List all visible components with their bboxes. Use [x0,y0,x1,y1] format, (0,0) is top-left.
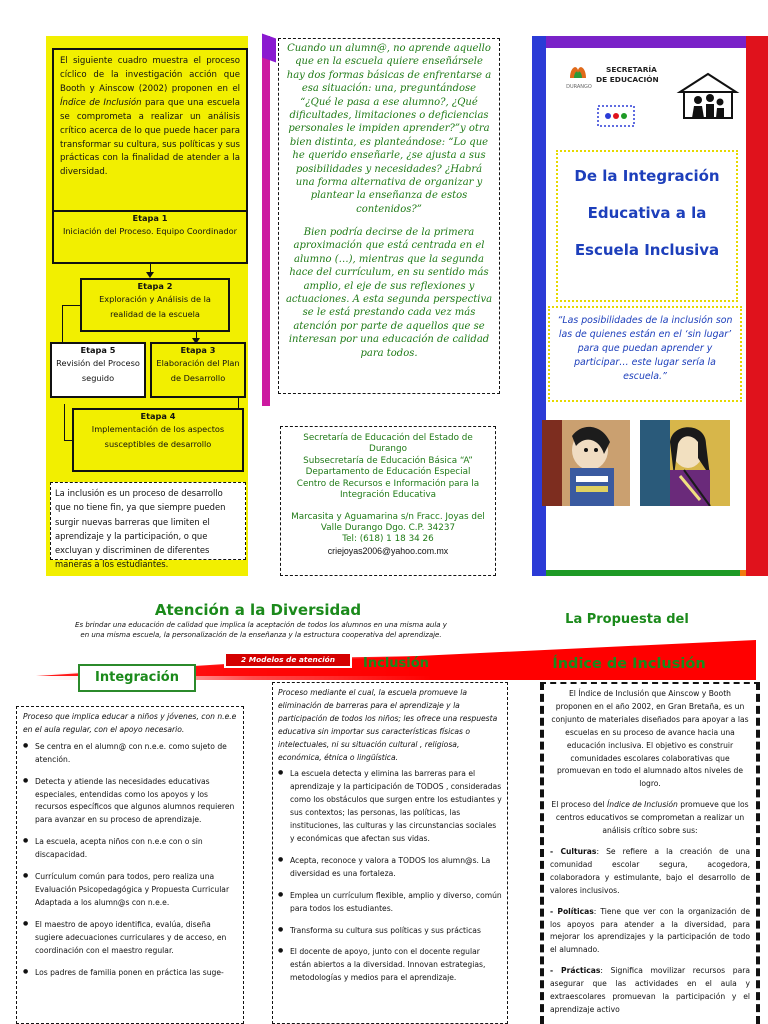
list-item: ● La escuela detecta y elimina las barreras para el aprendizaje y la participación de TODOS , consideradas como los obstáculos que surgen entre los estudiantes y sus contextos; las personas, las políticas, las instituciones, las culturas y las circunstancias sociales y económicas que afectan sus vidas. [278,768,502,845]
loop-line [64,440,72,441]
index-column [540,682,760,1024]
cover-title-line: Escuela Inclusiva [574,240,720,259]
stage-text: Iniciación del Proceso. Equipo Coordinador [62,225,238,236]
institution-line: Departamento de Educación Especial [305,467,471,478]
index-item-text: : Tiene que ver con la organización de los apoyos para atender a la diversidad, para mejorar los aprendizajes y la participación de todo el alumnado. [550,906,750,955]
index-item-practicas [550,965,750,1017]
index-item-term: - Culturas [550,846,597,856]
models-label: 2 Modelos de atención [224,652,352,668]
cover-title-line: De la Integración [574,167,720,185]
stage-title: Etapa 1 [132,213,168,223]
painting-image-2 [640,420,730,506]
institution-line: Subsecretaría de Educación Básica “A” [303,455,473,466]
loop-line [64,404,65,440]
stage-text: Implementación de los aspectos susceptibles de desarrollo [91,423,225,450]
stage-text: Elaboración del Plan de Desarrollo [156,357,240,384]
index-title: Índice de Inclusión [552,656,706,672]
leaf-logo-icon [566,62,590,84]
painting-image-1 [542,420,630,506]
list-item: ● Detecta y atiende las necesidades educativas especiales, entendidas como los apoyos y los recursos específicos que algunos alumnos requieren para avanzar en su proceso de aprendizaje. [23,776,237,828]
inclusion-title: Inclusión [363,656,429,671]
index-item-culturas [550,846,750,898]
list-item: ● Emplea un currículum flexible, amplio y diverso, común para todos los estudiantes. [278,890,502,916]
list-item: ● Se centra en el alumn@ con n.e.e. como sujeto de atención. [23,741,237,767]
proposal-title: La Propuesta del [565,612,689,627]
intro-text-part: El siguiente cuadro muestra el proceso cíclico de la investigación acción que Booth y Ainscow (2002) proponen en el [60,56,240,94]
reflection-text-box [278,38,500,394]
decorative-stripe [262,36,270,406]
list-item: ● La escuela, acepta niños con n.e.e con o sin discapacidad. [23,836,237,862]
stage-text: Revisión del Proceso seguido [56,357,140,384]
index-paragraph: El Índice de Inclusión que Ainscow y Booth proponen en el año 2002, en Gran Bretaña, es un conjunto de materiales diseñados para apoyar a las escuelas en su proceso de avance hacia una educación inclusiva. El objetivo es construir comunidades escolares colaborativas que promuevan en todo el alumnado altos niveles de logro. [551,689,749,789]
intro-text-part: para que una escuela se comprometa a realizar un análisis crítico acerca de lo que puede hacer para transformar su cultura, sus políticas y sus prácticas con la finalidad de atender a la diversidad. [60,97,240,178]
cover-border-red [746,36,768,576]
list-item: ● El docente de apoyo, junto con el docente regular están abiertos a la diversidad. Innovan estrategias, metodologías y medios para el aprendizaje. [278,946,502,985]
institution-line: Secretaría de Educación del Estado de Durango [303,433,473,455]
stage-4-box [72,408,244,472]
intro-text-emphasis: Índice de Inclusión [60,97,142,108]
cover-quote: “Las posibilidades de la inclusión son las de quienes están en el ‘sin lugar’ para que puedan aprender y participar… este lugar sería la escuela.” [548,306,742,402]
index-text-emphasis: Índice de Inclusión [607,800,678,810]
cover-title-line: Educativa a la [587,203,707,222]
contact-box [280,426,496,576]
index-paragraph [550,799,750,838]
list-item: ● Los padres de familia ponen en práctica las suge- [23,967,237,980]
list-item: ● El maestro de apoyo identifica, evalúa, diseña sugiere adecuaciones curriculares y de acceso, en coordinación con el maestro regular. [23,919,237,958]
stage-3-box [150,342,246,398]
list-item: ● Acepta, reconoce y valora a TODOS los alumn@s. La diversidad es una fortaleza. [278,855,502,881]
index-item-text: : Se refiere a la creación de una comunidad escolar segura, acogedora, colaboradora y estimulante, bajo el desarrollo de valores inclusivos. [550,846,750,895]
stage-text: Exploración y Análisis de la realidad de la escuela [99,293,211,320]
index-text: promueve que los centros educativos se comprometan a realizar un análisis crítico sobre sus: [555,800,749,836]
reflection-paragraph: Cuando un alumn@, no aprende aquello que en la escuela quiere enseñársele hay dos formas básicas de enfrentarse a esa situación: una, preguntándose “¿Qué le pasa a ese alumno?, ¿Qué dificultades, limitaciones o deficiencias personales le impiden aprender?”y otra bien distinta, es planteándose: “Lo que he querido enseñarle, ¿se ajusta a sus posibilidades y necesidades? ¿Habrá una forma alternativa de organizar y plantear la enseñanza de estos contenidos?” [286,43,492,215]
loop-line [62,305,63,342]
integration-intro: Proceso que implica educar a niños y jóvenes, con n.e.e en el aula regular, con el apoyo necesario. [23,712,237,734]
email-link[interactable]: criejoyas2006@yahoo.com.mx [327,545,449,556]
index-item-term: - Políticas [550,906,594,916]
diversity-title: Atención a la Diversidad [154,601,362,619]
stage-5-box [50,342,146,398]
phone-line: Tel: (618) 1 18 34 26 [342,534,434,545]
secretaria-logo [566,60,664,98]
list-item: ● Transforma su cultura sus políticas y sus prácticas [278,925,502,938]
decorative-stripe [262,33,276,62]
stage-title: Etapa 4 [140,411,176,421]
stage-title: Etapa 2 [137,281,173,291]
index-text: El proceso del [551,800,608,810]
loop-line [62,305,80,306]
school-house-icon [676,72,740,122]
integration-title: Integración [78,664,196,692]
index-item-text: : Significa movilizar recursos para asegurar que las actividades en el aula y extraescolares promuevan la participación y el aprendizaje activo [550,966,750,1014]
reflection-paragraph: Bien podría decirse de la primera aproximación que está centrada en el alumno (…), mientras que la segunda hace del currículum, en su sentido más amplio, el eje de sus reflexiones y actuaciones. A esta segunda perspectiva se le está prestando cada vez más atención por parte de aquellos que se interesan por una educación de calidad para todos. [285,227,493,359]
logo-state: DURANGO [566,84,592,90]
logo-line-2: DE EDUCACIÓN [596,75,659,84]
logo-line-1: SECRETARÍA [606,65,657,74]
stage-title: Etapa 3 [180,345,216,355]
address-line: Marcasita y Aguamarina s/n Fracc. Joyas del Valle Durango Dgo. C.P. 34237 [291,511,485,533]
dotted-emblem-icon [596,100,676,128]
cover-title [556,150,738,302]
index-item-term: - Prácticas [550,966,601,976]
inclusion-note: La inclusión es un proceso de desarrollo que no tiene fin, ya que siempre pueden surgir nuevas barreras que limiten el aprendizaje y la participación, o que excluyan y discriminen de diferentes maneras a los estudiantes. [50,482,246,560]
diversity-subtitle: Es brindar una educación de calidad que implica la aceptación de todos los alumnos en una misma aula y en una misma escuela, la personalización de la enseñanza y la estructura cooperativa del aprendizaje. [75,621,447,639]
list-item: ● Currículum común para todos, pero realiza una Evaluación Psicopedagógica y Propuesta Curricular Adaptada a los alumn@s con n.e.e. [23,871,237,910]
stage-2-box [80,278,230,332]
inclusion-column [272,682,508,1024]
cycle-intro-text [52,48,248,214]
institution-line: Centro de Recursos e Información para la Integración Educativa [296,478,480,501]
stage-1-box [52,210,248,264]
index-item-politicas [550,906,750,958]
inclusion-intro: Proceso mediante el cual, la escuela promueve la eliminación de barreras para el aprendizaje y la participación de todos los niños; les ofrece una respuesta educativa sin importar sus características físicas o intelectuales, ni su situación cultural , religiosa, económica, étnica o lingüística. [278,688,498,762]
integration-column [16,706,244,1024]
stage-title: Etapa 5 [80,345,116,355]
